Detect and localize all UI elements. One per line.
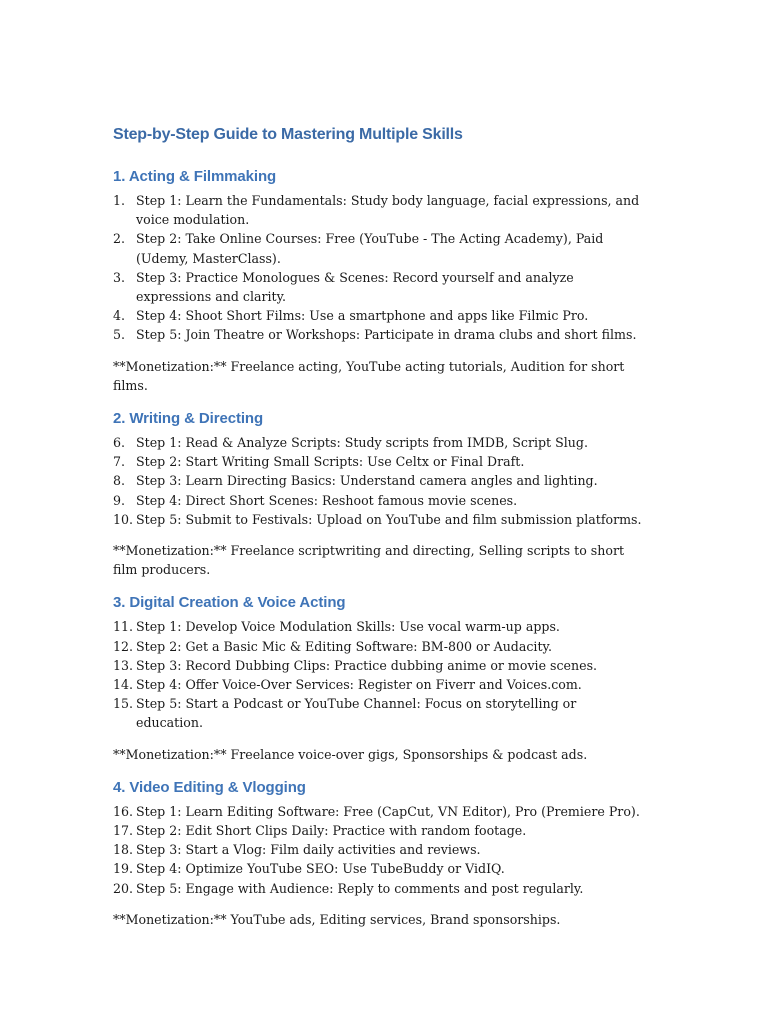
- monetization-note: **Monetization:** Freelance voice-over gigs, Sponsorships & podcast ads.: [113, 746, 588, 762]
- list-item: [113, 840, 643, 859]
- list-item: [113, 617, 643, 636]
- list-item-text: Step 4: Shoot Short Films: Use a smartphone and apps like Filmic Pro.: [136, 308, 589, 324]
- section-heading: 3. Digital Creation & Voice Acting: [113, 594, 346, 612]
- list-number: 13.: [113, 657, 134, 673]
- monetization-note: **Monetization:** Freelance scriptwriting and directing, Selling scripts to short film producers.: [113, 543, 625, 578]
- list-item-text: Step 4: Offer Voice-Over Services: Register on Fiverr and Voices.com.: [136, 677, 582, 693]
- list-item: [113, 637, 643, 656]
- steps-list: [113, 802, 643, 898]
- list-item-text: Step 5: Start a Podcast or YouTube Channel: Focus on storytelling or education.: [136, 696, 577, 731]
- list-item: [113, 433, 643, 452]
- list-item: [113, 821, 643, 840]
- monetization-note: **Monetization:** YouTube ads, Editing services, Brand sponsorships.: [113, 911, 561, 927]
- list-item: [113, 675, 643, 694]
- section-writing-directing: [113, 408, 643, 579]
- list-item-text: Step 4: Direct Short Scenes: Reshoot famous movie scenes.: [136, 492, 518, 508]
- list-number: 4.: [113, 308, 126, 324]
- list-item-text: Step 4: Optimize YouTube SEO: Use TubeBuddy or VidIQ.: [136, 861, 505, 877]
- list-item: [113, 471, 643, 490]
- list-number: 16.: [113, 803, 134, 819]
- section-heading: 1. Acting & Filmmaking: [113, 168, 277, 185]
- list-number: 20.: [113, 880, 134, 896]
- list-item-text: Step 2: Take Online Courses: Free (YouTube - The Acting Academy), Paid (Udemy, MasterClass).: [136, 231, 604, 266]
- list-item: [113, 802, 643, 821]
- list-item: [113, 229, 643, 267]
- list-item: [113, 452, 643, 471]
- list-item: [113, 191, 643, 229]
- list-item: [113, 694, 643, 732]
- list-item: [113, 510, 643, 529]
- list-number: 15.: [113, 696, 134, 712]
- list-item-text: Step 5: Join Theatre or Workshops: Participate in drama clubs and short films.: [136, 327, 637, 343]
- document-page: [113, 124, 643, 942]
- list-item-text: Step 1: Read & Analyze Scripts: Study scripts from IMDB, Script Slug.: [136, 435, 588, 451]
- list-item-text: Step 3: Start a Vlog: Film daily activities and reviews.: [136, 842, 481, 858]
- section-heading: 4. Video Editing & Vlogging: [113, 778, 306, 796]
- list-number: 8.: [113, 473, 126, 489]
- list-number: 6.: [113, 435, 126, 451]
- list-number: 17.: [113, 823, 134, 839]
- list-number: 14.: [113, 677, 134, 693]
- steps-list: [113, 191, 643, 345]
- list-item-text: Step 3: Practice Monologues & Scenes: Record yourself and analyze expressions and clarity.: [136, 269, 574, 305]
- list-item-text: Step 5: Submit to Festivals: Upload on YouTube and film submission platforms.: [136, 511, 642, 527]
- list-item: [113, 879, 643, 898]
- steps-list: [113, 433, 643, 529]
- list-number: 5.: [113, 327, 126, 343]
- list-item-text: Step 3: Record Dubbing Clips: Practice dubbing anime or movie scenes.: [136, 657, 598, 673]
- list-number: 3.: [113, 269, 126, 285]
- list-number: 18.: [113, 842, 134, 858]
- list-item: [113, 325, 643, 344]
- list-item-text: Step 3: Learn Directing Basics: Understand camera angles and lighting.: [136, 473, 598, 489]
- section-digital-creation-voice-acting: [113, 592, 643, 763]
- list-item: [113, 491, 643, 510]
- list-item-text: Step 2: Get a Basic Mic & Editing Software: BM-800 or Audacity.: [136, 638, 552, 654]
- list-item-text: Step 5: Engage with Audience: Reply to comments and post regularly.: [136, 880, 584, 896]
- list-item-text: Step 2: Edit Short Clips Daily: Practice with random footage.: [136, 823, 527, 839]
- list-number: 12.: [113, 638, 134, 654]
- document-title: Step-by-Step Guide to Mastering Multiple Skills: [113, 126, 463, 143]
- list-number: 11.: [113, 619, 134, 635]
- list-number: 9.: [113, 492, 126, 508]
- list-item: [113, 268, 643, 306]
- list-item-text: Step 1: Develop Voice Modulation Skills: Use vocal warm-up apps.: [136, 619, 560, 635]
- section-acting-filmmaking: [113, 166, 643, 395]
- list-number: 2.: [113, 231, 126, 247]
- list-item-text: Step 1: Learn Editing Software: Free (CapCut, VN Editor), Pro (Premiere Pro).: [136, 803, 640, 819]
- list-item: [113, 306, 643, 325]
- section-video-editing-vlogging: [113, 777, 643, 929]
- list-number: 1.: [113, 193, 126, 208]
- list-item: [113, 859, 643, 878]
- list-item-text: Step 1: Learn the Fundamentals: Study body language, facial expressions, and voice modulation.: [136, 193, 640, 228]
- list-number: 19.: [113, 861, 134, 877]
- list-number: 7.: [113, 454, 126, 470]
- monetization-note: **Monetization:** Freelance acting, YouTube acting tutorials, Audition for short films.: [113, 358, 625, 393]
- section-heading: 2. Writing & Directing: [113, 410, 264, 428]
- list-item: [113, 656, 643, 675]
- steps-list: [113, 617, 643, 732]
- list-item-text: Step 2: Start Writing Small Scripts: Use Celtx or Final Draft.: [136, 454, 525, 470]
- list-number: 10.: [113, 511, 134, 527]
